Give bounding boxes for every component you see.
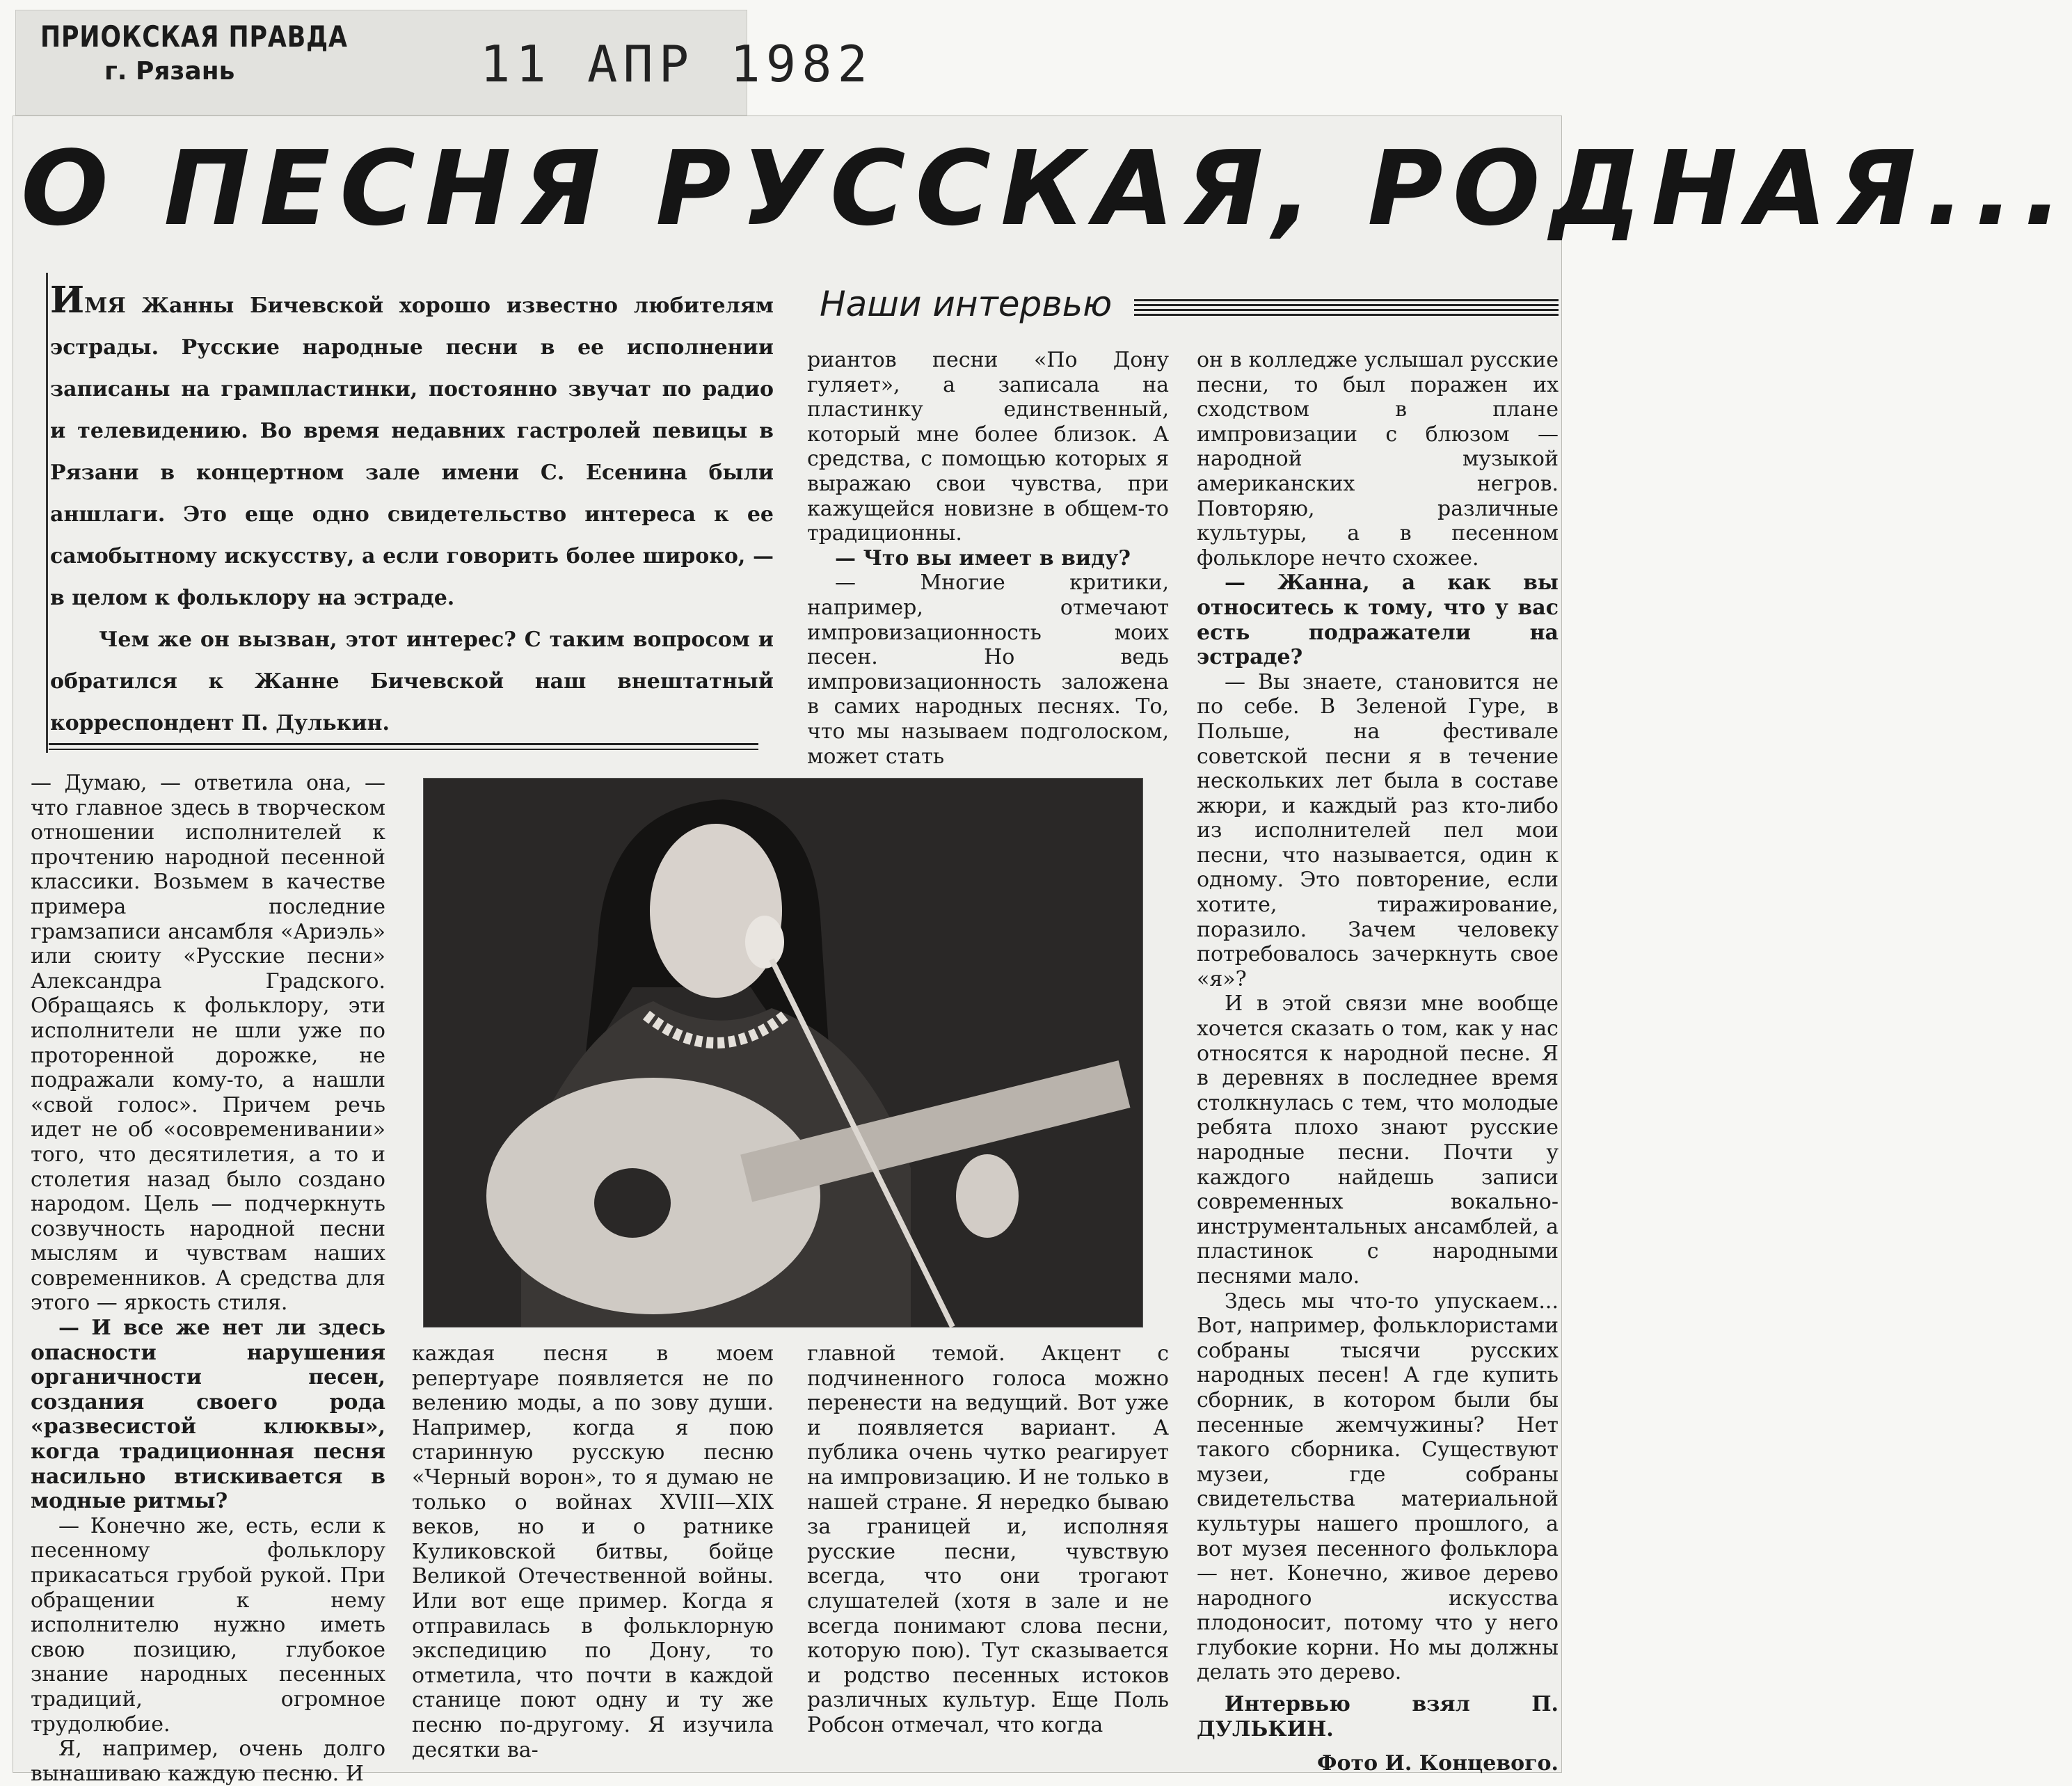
lead-rule [49,749,758,750]
paragraph: главной темой. Акцент с подчиненного голоса можно перенести на ведущий. Вот уже и появляется вариант. А публика очень чутко реагирует на импровизацию. И не только в нашей стране. Я нередко бываю за границей и, исполняя русские песни, чувствую всегда, что они трогают слушателей (хотя в зале и не всегда понимают слова песни, которую пою). Тут сказывается и родство песенных истоков различных культур. Еще Поль Робсон отмечал, что когда [807,1341,1169,1737]
column-4 [1197,348,1559,1776]
paragraph: — Многие критики, например, отмечают импровизационность моих песен. Но ведь импровизационность заложена в самих народных песнях. То, что мы называем подголоском, может стать [807,571,1169,769]
paragraph: И в этой связи мне вообще хочется сказать о том, как у нас относятся к народной песне. Я в деревнях в последнее время столкнулась с тем, что молодые ребята плохо знают русские народные песни. Почти у каждого найдешь записи современных вокально-инструментальных ансамблей, а пластинок с народными песнями мало. [1197,991,1559,1289]
drop-cap: И [50,279,85,321]
column-1 [31,771,385,1786]
paragraph: Здесь мы что-то упускаем... Вот, например, фольклористами собраны тысячи русских народных песен! А где купить сборник, в котором были бы песенные жемчужины? Нет такого сборника. Существуют музеи, где собраны свидетельства материальной культуры нашего прошлого, а вот музея песенного фольклора — нет. Конечно, живое дерево народного искусства плодоносит, потому что у него глубокие корни. Но мы должны делать это дерево. [1197,1289,1559,1685]
lead-text-1: МЯ Жанны Бичевской хорошо известно любителям эстрады. Русские народные песни в ее исполнении записаны на грампластинки, постоянно звучат по радио и телевидению. Во время недавних гастролей певицы в Рязани в концертном зале имени С. Есенина были аншлаги. Это еще одно свидетельство интереса к ее самобытному искусству, а если говорить более широко, — в целом к фольклору на эстраде. [50,294,774,610]
singer-photo-illustration [424,779,1142,1327]
column-3-bottom [807,1341,1169,1738]
newspaper-name: ПРИОКСКАЯ ПРАВДА [40,19,348,54]
photo-credit: Фото И. Концевого. [1317,1751,1559,1776]
column-2 [412,1341,774,1762]
paragraph: риантов песни «По Дону гуляет», а записала на пластинку единственный, который мне более близок. А средства, с помощью которых я выражаю свои чувства, при кажущейся новизне в общем-то традиционны. [807,348,1169,546]
rubric-title: Наши интервью [820,284,1113,324]
column-3-top [807,348,1169,769]
date-stamp: 11 АПР 1982 [480,35,873,93]
headline: О ПЕСНЯ РУССКАЯ, РОДНАЯ... [21,129,2072,248]
question: — Жанна, а как вы относитесь к тому, что у вас есть подражатели на эстраде? [1197,571,1559,670]
byline: Интервью взял П. ДУЛЬКИН. [1197,1692,1559,1741]
lead-paragraph [50,280,774,744]
question: — И все же нет ли здесь опасности нарушения органичности песен, создания своего рода «развесистой клюквы», когда традиционная песня насильно втискивается в модные ритмы? [31,1316,385,1514]
question: — Что вы имеет в виду? [835,545,1131,571]
lead-frame-line [46,273,48,753]
paragraph: Я, например, очень долго вынашиваю каждую песню. И [31,1737,385,1786]
lead-text-2: Чем же он вызван, этот интерес? С таким вопросом и обратился к Жанне Бичевской наш внештатный корреспондент П. Дулькин. [50,628,774,735]
paragraph: — Конечно же, есть, если к песенному фольклору прикасаться грубой рукой. При обращении к нему исполнителю нужно иметь свою позицию, глубокое знание народных песенных традиций, огромное трудолюбие. [31,1513,385,1737]
lead-rule [49,743,758,745]
paragraph: — Вы знаете, становится не по себе. В Зеленой Гуре, в Польше, на фестивале советской песни я в течение нескольких лет была в составе жюри, и каждый раз кто-либо из исполнителей пел мои песни, что называется, один к одному. Это повторение, если хотите, тиражирование, поразило. Зачем человеку потребовалось зачеркнуть свое «я»? [1197,669,1559,991]
paragraph: он в колледже услышал русские песни, то был поражен их сходством в плане импровизации с блюзом — народной музыкой американских негров. Повторяю, различные культуры, а в песенном фольклоре нечто схожее. [1197,348,1559,571]
paragraph: каждая песня в моем репертуаре появляется не по велению моды, а по зову души. Например, когда я пою старинную русскую песню «Черный ворон», то я думаю не только о войнах XVIII—XIX веков, но и о ратнике Куликовской битвы, бойце Великой Отечественной войны. Или вот еще пример. Когда я отправилась в фольклорную экспедицию по Дону, то отметила, что почти в каждой станице поют одну и ту же песню по-другому. Я изучила десятки ва- [412,1341,774,1762]
paragraph: — Думаю, — ответила она, — что главное здесь в творческом отношении исполнителей к прочтению народной песенной классики. Возьмем в качестве примера последние грамзаписи ансамбля «Ариэль» или сюиту «Русские песни» Александра Градского. Обращаясь к фольклору, эти исполнители не шли уже по проторенной дорожке, не подражали кому-то, а нашли «свой голос». Причем речь идет не об «осовременивании» того, что десятилетия, а то и столетия назад было создано народом. Цель — подчеркнуть созвучность народной песни мыслям и чувствам наших современников. А средства для этого — яркость стиля. [31,771,385,1316]
singer-photo [423,778,1143,1327]
newspaper-city: г. Рязань [104,57,235,86]
rubric-lines [1134,299,1559,323]
